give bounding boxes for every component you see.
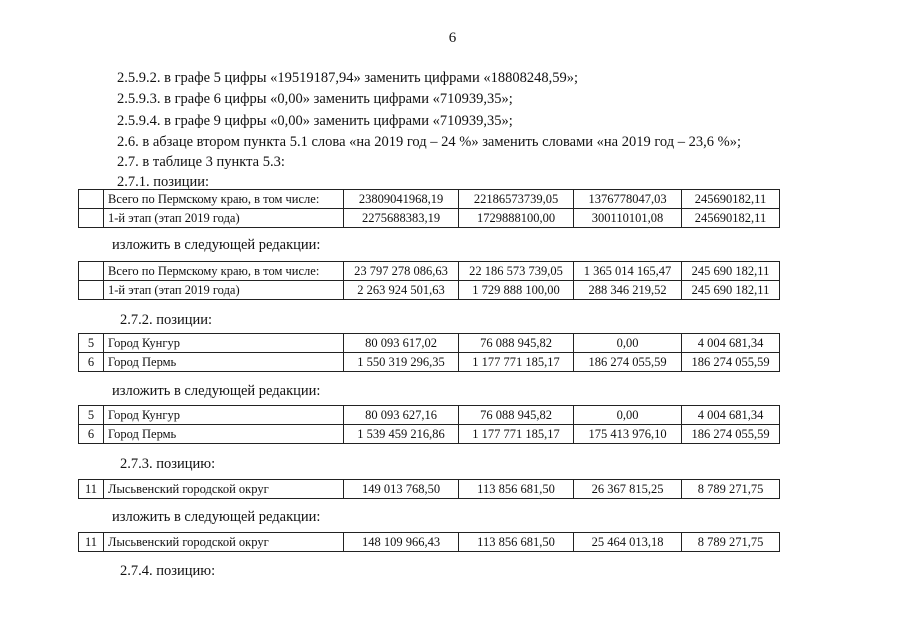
cell-value: 22 186 573 739,05	[459, 262, 574, 281]
page-number: 6	[448, 30, 457, 46]
cell-value: 245690182,11	[682, 190, 780, 209]
table-2-7-3-old	[78, 479, 780, 499]
cell-value: 300110101,08	[574, 209, 682, 228]
cell-value: 186 274 055,59	[682, 425, 780, 444]
text-line-replace-2: изложить в следующей редакции:	[112, 383, 321, 399]
cell-value: 80 093 617,02	[344, 334, 459, 353]
cell-value: 76 088 945,82	[459, 334, 574, 353]
row-index	[79, 262, 104, 281]
text-line-2-5-9-2: 2.5.9.2. в графе 5 цифры «19519187,94» заменить цифрами «18808248,59»;	[117, 70, 579, 86]
row-index: 5	[79, 406, 104, 425]
row-name: 1-й этап (этап 2019 года)	[104, 281, 344, 300]
cell-value: 25 464 013,18	[574, 533, 682, 552]
table-row	[79, 480, 780, 499]
table-row	[79, 262, 780, 281]
row-index: 6	[79, 353, 104, 372]
table-2-7-2-old	[78, 333, 780, 372]
row-name: Город Кунгур	[104, 406, 344, 425]
table-row	[79, 209, 780, 228]
cell-value: 149 013 768,50	[344, 480, 459, 499]
cell-value: 2275688383,19	[344, 209, 459, 228]
text-line-replace-3: изложить в следующей редакции:	[112, 509, 321, 525]
row-name: Лысьвенский городской округ	[104, 480, 344, 499]
cell-value: 0,00	[574, 334, 682, 353]
table-row	[79, 425, 780, 444]
cell-value: 4 004 681,34	[682, 334, 780, 353]
row-name: Всего по Пермскому краю, в том числе:	[104, 262, 344, 281]
cell-value: 148 109 966,43	[344, 533, 459, 552]
cell-value: 186 274 055,59	[574, 353, 682, 372]
text-line-2-5-9-4: 2.5.9.4. в графе 9 цифры «0,00» заменить цифрами «710939,35»;	[117, 113, 513, 129]
text-line-2-5-9-3: 2.5.9.3. в графе 6 цифры «0,00» заменить цифрами «710939,35»;	[117, 91, 513, 107]
cell-value: 23 797 278 086,63	[344, 262, 459, 281]
row-name: Город Кунгур	[104, 334, 344, 353]
row-name: Город Пермь	[104, 353, 344, 372]
cell-value: 1 365 014 165,47	[574, 262, 682, 281]
cell-value: 76 088 945,82	[459, 406, 574, 425]
text-line-replace-1: изложить в следующей редакции:	[112, 237, 321, 253]
cell-value: 245 690 182,11	[682, 281, 780, 300]
cell-value: 175 413 976,10	[574, 425, 682, 444]
table-2-7-3-new	[78, 532, 780, 552]
cell-value: 8 789 271,75	[682, 480, 780, 499]
cell-value: 113 856 681,50	[459, 480, 574, 499]
table-2-7-2-new	[78, 405, 780, 444]
row-index: 5	[79, 334, 104, 353]
cell-value: 80 093 627,16	[344, 406, 459, 425]
row-name: Город Пермь	[104, 425, 344, 444]
row-name: 1-й этап (этап 2019 года)	[104, 209, 344, 228]
text-line-2-7-1: 2.7.1. позиции:	[117, 174, 210, 190]
row-index: 11	[79, 533, 104, 552]
table-row	[79, 281, 780, 300]
table-row	[79, 334, 780, 353]
cell-value: 245 690 182,11	[682, 262, 780, 281]
cell-value: 8 789 271,75	[682, 533, 780, 552]
cell-value: 26 367 815,25	[574, 480, 682, 499]
row-index	[79, 281, 104, 300]
table-row	[79, 406, 780, 425]
cell-value: 1 177 771 185,17	[459, 353, 574, 372]
row-index	[79, 209, 104, 228]
table-row	[79, 190, 780, 209]
cell-value: 245690182,11	[682, 209, 780, 228]
table-row	[79, 533, 780, 552]
cell-value: 288 346 219,52	[574, 281, 682, 300]
row-name: Лысьвенский городской округ	[104, 533, 344, 552]
cell-value: 1 177 771 185,17	[459, 425, 574, 444]
cell-value: 186 274 055,59	[682, 353, 780, 372]
cell-value: 23809041968,19	[344, 190, 459, 209]
table-2-7-1-new	[78, 261, 780, 300]
text-line-2-7-3: 2.7.3. позицию:	[120, 456, 216, 472]
row-name: Всего по Пермскому краю, в том числе:	[104, 190, 344, 209]
text-line-2-7: 2.7. в таблице 3 пункта 5.3:	[117, 154, 285, 170]
cell-value: 0,00	[574, 406, 682, 425]
text-line-2-7-4: 2.7.4. позицию:	[120, 563, 216, 579]
cell-value: 22186573739,05	[459, 190, 574, 209]
table-row	[79, 353, 780, 372]
cell-value: 1 729 888 100,00	[459, 281, 574, 300]
cell-value: 1729888100,00	[459, 209, 574, 228]
text-line-2-7-2: 2.7.2. позиции:	[120, 312, 213, 328]
row-index	[79, 190, 104, 209]
row-index: 6	[79, 425, 104, 444]
cell-value: 1 550 319 296,35	[344, 353, 459, 372]
table-2-7-1-old	[78, 189, 780, 228]
cell-value: 1376778047,03	[574, 190, 682, 209]
cell-value: 4 004 681,34	[682, 406, 780, 425]
text-line-2-6: 2.6. в абзаце втором пункта 5.1 слова «на 2019 год – 24 %» заменить словами «на 2019 год – 23,6 %»;	[117, 134, 741, 150]
row-index: 11	[79, 480, 104, 499]
cell-value: 113 856 681,50	[459, 533, 574, 552]
cell-value: 2 263 924 501,63	[344, 281, 459, 300]
cell-value: 1 539 459 216,86	[344, 425, 459, 444]
